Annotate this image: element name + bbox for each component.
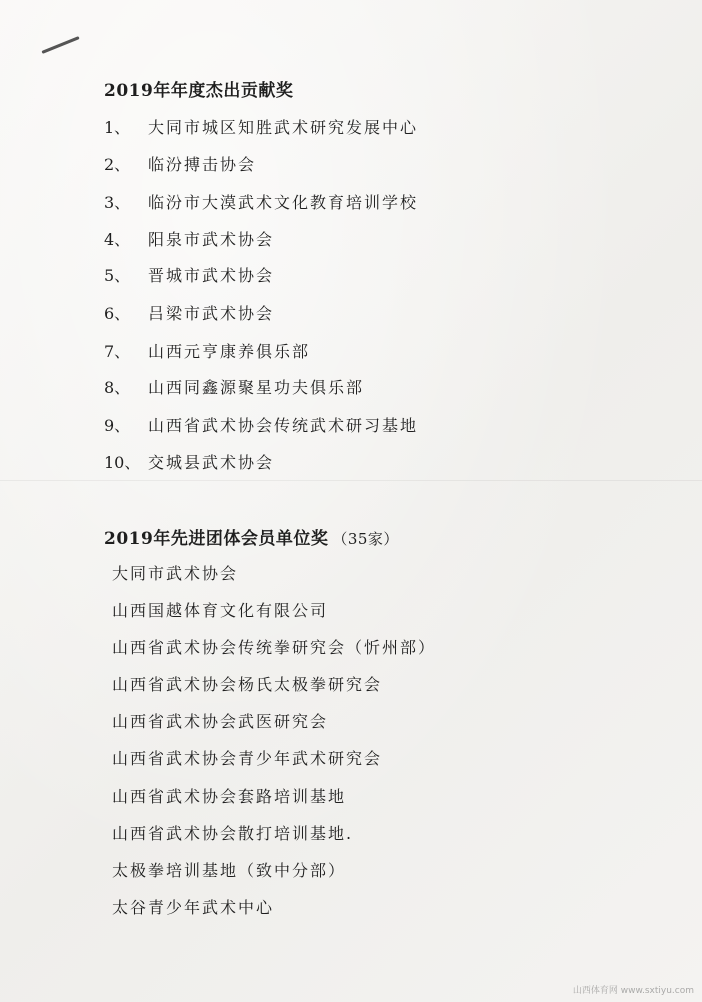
- site-watermark: 山西体育网 www.sxtiyu.com: [572, 986, 694, 996]
- section-count: （35家）: [332, 530, 399, 548]
- item-label: 阳泉市武术协会: [148, 230, 275, 249]
- item-label: 吕梁市武术协会: [148, 304, 275, 323]
- item-number: 10、: [104, 453, 141, 472]
- item-number: 7、: [104, 342, 131, 361]
- item-label: 交城县武术协会: [148, 453, 275, 472]
- item-label: 山西同鑫源聚星功夫俱乐部: [148, 378, 365, 397]
- item-label: 临汾搏击协会: [148, 155, 257, 174]
- item-number: 5、: [104, 266, 131, 285]
- item-number: 1、: [104, 118, 131, 137]
- list-item: 山西省武术协会青少年武术研究会: [112, 749, 383, 768]
- list-item: 山西省武术协会散打培训基地.: [112, 824, 354, 843]
- section-title-text: 2019年先进团体会员单位奖: [104, 529, 329, 549]
- item-number: 4、: [104, 230, 131, 249]
- item-label: 山西省武术协会传统武术研习基地: [148, 416, 419, 435]
- section-title-advanced-group-member: [104, 524, 399, 549]
- item-number: 6、: [104, 304, 131, 323]
- list-item: 太谷青少年武术中心: [112, 898, 275, 917]
- item-number: 2、: [104, 155, 131, 174]
- list-item: 山西省武术协会传统拳研究会（忻州部）: [112, 638, 437, 657]
- list-item: 山西省武术协会武医研究会: [112, 712, 329, 731]
- list-item: 大同市武术协会: [112, 564, 239, 583]
- item-label: 大同市城区知胜武术研究发展中心: [148, 118, 419, 137]
- item-number: 9、: [104, 416, 131, 435]
- item-number: 3、: [104, 193, 131, 212]
- item-number: 8、: [104, 378, 131, 397]
- item-label: 晋城市武术协会: [148, 266, 275, 285]
- staple-mark: [41, 36, 79, 54]
- section-title-outstanding-contribution: 2019年年度杰出贡献奖: [104, 81, 294, 101]
- list-item: 太极拳培训基地（致中分部）: [112, 861, 347, 880]
- paper-crease: [0, 480, 702, 481]
- item-label: 山西元亨康养俱乐部: [148, 342, 311, 361]
- item-label: 临汾市大漠武术文化教育培训学校: [148, 193, 419, 212]
- list-item: 山西国越体育文化有限公司: [112, 601, 329, 620]
- list-item: 山西省武术协会套路培训基地: [112, 787, 347, 806]
- list-item: 山西省武术协会杨氏太极拳研究会: [112, 675, 383, 694]
